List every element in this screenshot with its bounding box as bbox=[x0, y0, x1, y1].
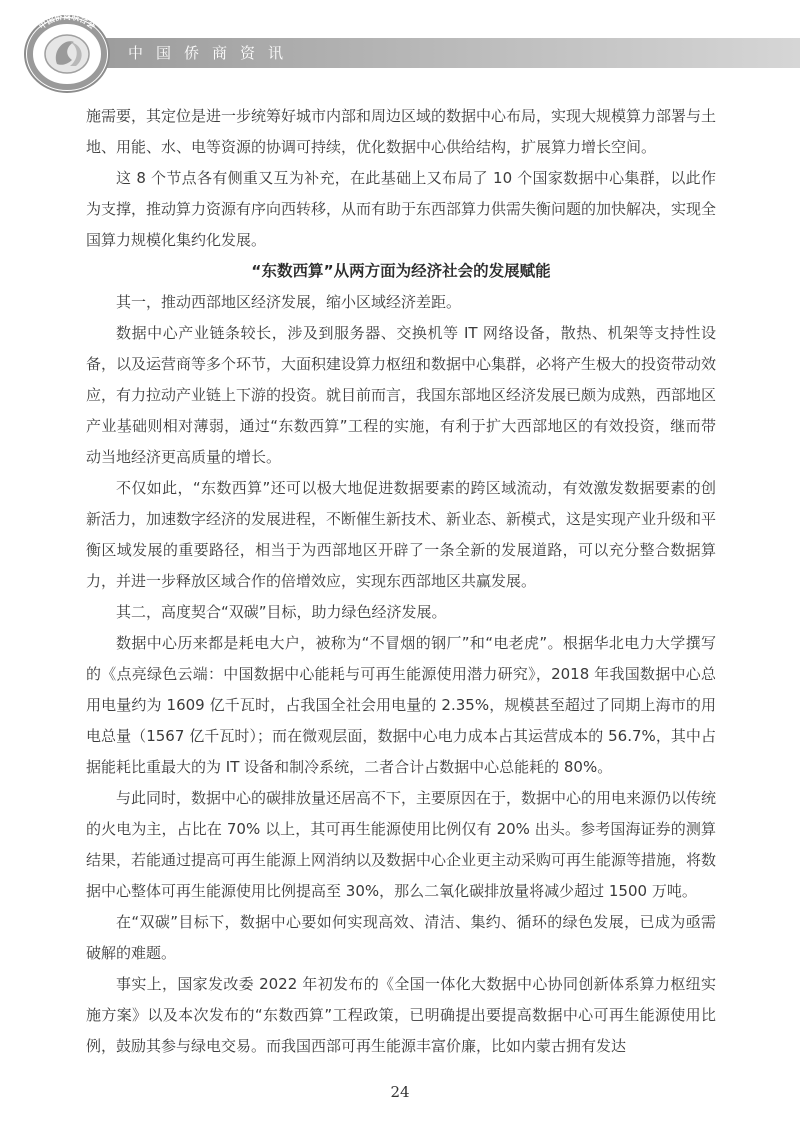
body-paragraph: 数据中心历来都是耗电大户，被称为“不冒烟的钢厂”和“电老虎”。根据华北电力大学撰写的《点亮绿色云端：中国数据中心能耗与可再生能源使用潜力研究》，2018 年我国数据中心总用电量约为 1609 亿千瓦时，占我国全社会用电量的 2.35%，规模甚至超过了同期上海市的用电总量（1567 亿千瓦时）；而在微观层面，数据中心电力成本占其运营成本的 56.7%，其中占据能耗比重最大的为 IT 设备和制冷系统，二者合计占数据中心总能耗的 80%。 bbox=[86, 634, 716, 776]
body-paragraph: 其一，推动西部地区经济发展，缩小区域经济差距。 bbox=[116, 293, 462, 311]
body-paragraph: 不仅如此，“东数西算”还可以极大地促进数据要素的跨区域流动，有效激发数据要素的创新活力，加速数字经济的发展进程，不断催生新技术、新业态、新模式，这是实现产业升级和平衡区域发展的重要路径，相当于为西部地区开辟了一条全新的发展道路，可以充分整合数据算力，并进一步释放区域合作的倍增效应，实现东西部地区共赢发展。 bbox=[86, 479, 717, 590]
body-paragraph: 这 8 个节点各有侧重又互为补充，在此基础上又布局了 10 个国家数据中心集群，以此作为支撑，推动算力资源有序向西转移，从而有助于东西部算力供需失衡问题的加快解决，实现全国算力规模化集约化发展。 bbox=[86, 169, 717, 249]
logo-emblem-icon bbox=[12, 6, 122, 96]
body-paragraph: 在“双碳”目标下，数据中心要如何实现高效、清洁、集约、循环的绿色发展，已成为亟需破解的难题。 bbox=[86, 913, 716, 962]
body-paragraph: 其二，高度契合“双碳”目标，助力绿色经济发展。 bbox=[116, 603, 447, 621]
logo-text: 中国侨商联合会 bbox=[37, 12, 97, 32]
header-title: 中国侨商资讯 bbox=[128, 44, 297, 62]
section-heading: “东数西算”从两方面为经济社会的发展赋能 bbox=[251, 262, 551, 280]
page-header bbox=[0, 0, 800, 100]
body-paragraph: 数据中心产业链条较长，涉及到服务器、交换机等 IT 网络设备，散热、机架等支持性设备，以及运营商等多个环节，大面积建设算力枢纽和数据中心集群，必将产生极大的投资带动效应，有力拉动产业链上下游的投资。就目前而言，我国东部地区经济发展已颇为成熟，西部地区产业基础则相对薄弱，通过“东数西算”工程的实施，有利于扩大西部地区的有效投资，继而带动当地经济更高质量的增长。 bbox=[86, 324, 717, 466]
article-body bbox=[86, 101, 716, 1062]
body-paragraph: 与此同时，数据中心的碳排放量还居高不下，主要原因在于，数据中心的用电来源仍以传统的火电为主，占比在 70% 以上，其可再生能源使用比例仅有 20% 出头。参考国海证券的测算结果，若能通过提高可再生能源上网消纳以及数据中心企业更主动采购可再生能源等措施，将数据中心整体可再生能源使用比例提高至 30%，那么二氧化碳排放量将减少超过 1500 万吨。 bbox=[86, 789, 717, 900]
body-paragraph: 施需要，其定位是进一步统筹好城市内部和周边区域的数据中心布局，实现大规模算力部署与土地、用能、水、电等资源的协调可持续，优化数据中心供给结构，扩展算力增长空间。 bbox=[86, 107, 717, 156]
page-number: 24 bbox=[390, 1083, 410, 1101]
body-paragraph: 事实上，国家发改委 2022 年初发布的《全国一体化大数据中心协同创新体系算力枢纽实施方案》以及本次发布的“东数西算”工程政策，已明确提出要提高数据中心可再生能源使用比例，鼓励其参与绿电交易。而我国西部可再生能源丰富价廉，比如内蒙古拥有发达 bbox=[86, 975, 716, 1055]
